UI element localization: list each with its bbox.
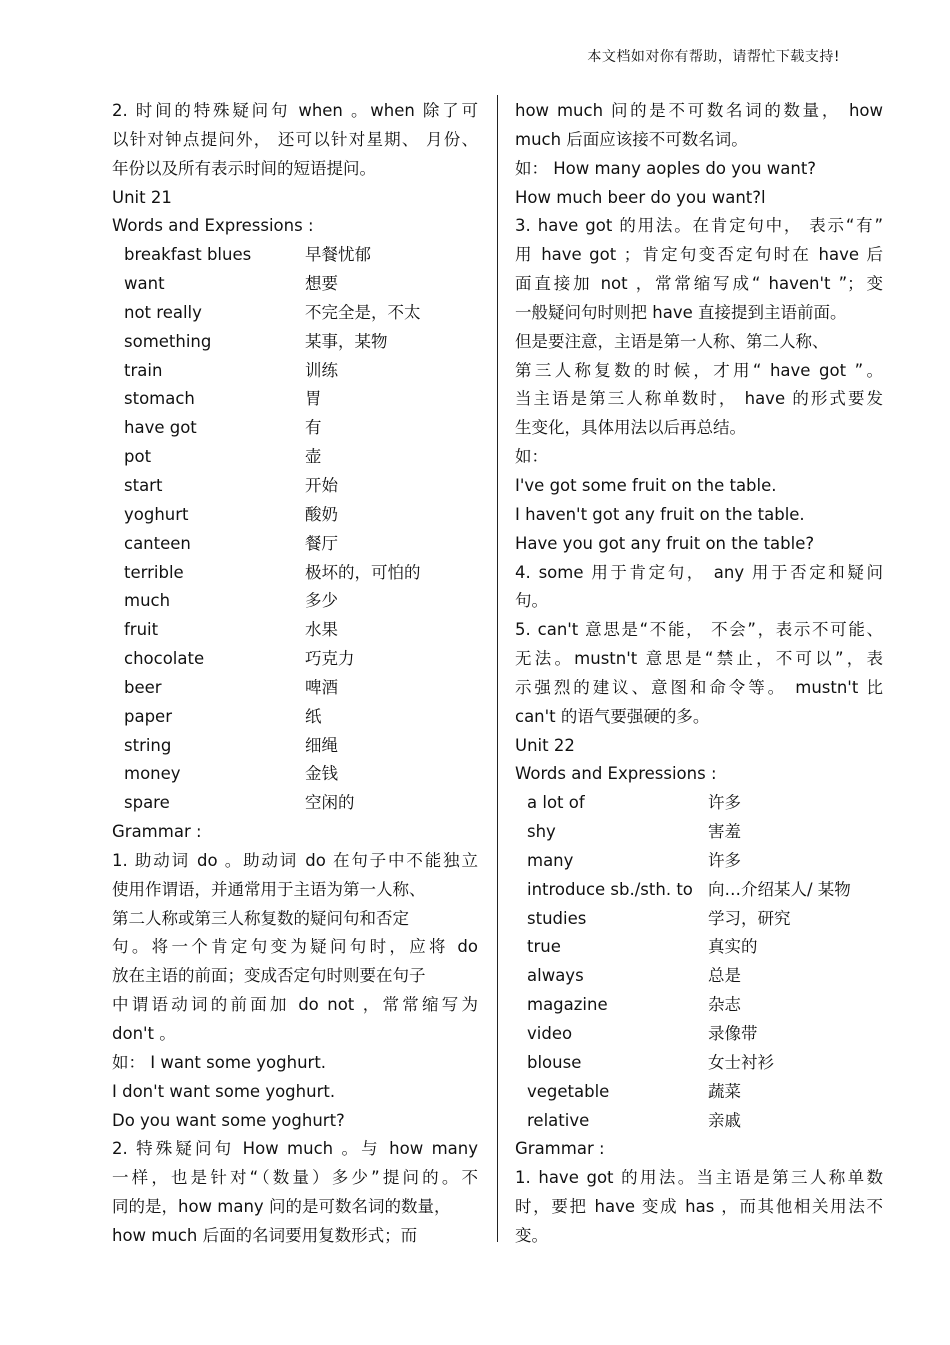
text-line: 句。 — [515, 591, 548, 611]
word-row — [112, 732, 478, 761]
word-row — [515, 962, 883, 991]
word-en: terrible — [124, 562, 184, 582]
word-en: studies — [527, 908, 587, 928]
example-sentence: Do you want some yoghurt? — [112, 1110, 345, 1130]
word-en: stomach — [124, 389, 195, 409]
text-line: 无法。mustn't 意思是“禁止，不可以”，表 — [515, 649, 883, 669]
grammar-line: how much 后面的名词要用复数形式；而 — [112, 1225, 418, 1245]
grammar-line: 句。将一个肯定句变为疑问句时，应将 do — [112, 937, 478, 957]
example-sentence: I don't want some yoghurt. — [112, 1081, 336, 1101]
word-en: video — [527, 1024, 573, 1043]
word-en: want — [124, 274, 165, 294]
grammar-line: 一样，也是针对“（数量）多少”提问的。不 — [112, 1168, 478, 1188]
word-en: have got — [124, 418, 197, 438]
word-en: beer — [124, 677, 162, 697]
text-line: 5. can't 意思是“不能， 不会”，表示不可能、 — [515, 620, 883, 640]
grammar-line: 同的是，how many 问的是可数名词的数量， — [112, 1197, 451, 1217]
word-en: paper — [124, 706, 172, 726]
word-zh: 空闲的 — [305, 793, 355, 813]
word-zh: 极坏的，可怕的 — [305, 562, 421, 582]
word-en: chocolate — [124, 649, 205, 669]
unit-title: Unit 22 — [515, 735, 575, 755]
word-zh: 某事，某物 — [305, 331, 388, 351]
grammar-line: 1. have got 的用法。当主语是第三人称单数 — [515, 1168, 883, 1188]
word-row — [515, 905, 883, 934]
word-en: vegetable — [527, 1081, 610, 1101]
word-row — [112, 299, 478, 328]
word-en: a lot of — [527, 793, 585, 813]
word-zh: 开始 — [305, 475, 338, 495]
word-en: much — [124, 591, 171, 611]
example-sentence: Have you got any fruit on the table? — [515, 533, 815, 553]
grammar-heading: Grammar : — [112, 822, 202, 842]
word-en: spare — [124, 793, 170, 813]
word-zh: 有 — [305, 418, 322, 438]
intro-line: 以针对钟点提问外， 还可以针对星期、 月份、 — [112, 129, 478, 149]
word-zh: 向…介绍某人/ 某物 — [708, 879, 851, 899]
text-line: how much 问的是不可数名词的数量， how — [515, 101, 883, 120]
text-line: 第三人称复数的时候，才用“ have got ”。 — [515, 360, 883, 380]
word-zh: 害羞 — [708, 822, 741, 842]
word-row — [112, 530, 478, 559]
word-en: breakfast blues — [124, 245, 252, 265]
word-zh: 录像带 — [708, 1024, 758, 1043]
word-en: magazine — [527, 995, 608, 1015]
words-heading: Words and Expressions : — [515, 764, 717, 784]
word-zh: 巧克力 — [305, 649, 355, 669]
text-line: much 后面应该接不可数名词。 — [515, 129, 748, 149]
word-zh: 早餐忧郁 — [305, 245, 371, 265]
word-zh: 胃 — [305, 389, 322, 409]
text-line: 当主语是第三人称单数时， have 的形式要发 — [515, 389, 883, 409]
word-en: canteen — [124, 533, 191, 553]
word-list — [515, 789, 883, 1135]
word-zh: 不完全是，不太 — [305, 302, 421, 322]
grammar-line: 放在主语的前面；变成否定句时则要在句子 — [112, 966, 426, 986]
text-line: 3. have got 的用法。在肯定句中， 表示“有” — [515, 216, 883, 236]
left-column — [112, 97, 478, 1251]
word-zh: 亲戚 — [708, 1110, 741, 1130]
intro-line: 2. 时间的特殊疑问句 when 。when 除了可 — [112, 101, 478, 120]
text-line: 一般疑问句时则把 have 直接提到主语前面。 — [515, 302, 847, 322]
word-en: relative — [527, 1110, 590, 1130]
grammar-line: 使用作谓语，并通常用于主语为第一人称、 — [112, 879, 426, 899]
grammar-line: 第二人称或第三人称复数的疑问句和否定 — [112, 908, 409, 928]
word-row — [515, 1020, 883, 1049]
word-row — [112, 501, 478, 530]
unit-title: Unit 21 — [112, 187, 172, 207]
word-zh: 多少 — [305, 591, 338, 611]
example-sentence: 如： I want some yoghurt. — [112, 1052, 327, 1072]
word-row — [112, 587, 478, 616]
text-line: 但是要注意，主语是第一人称、第二人称、 — [515, 331, 829, 351]
word-zh: 总是 — [708, 966, 741, 986]
grammar-heading: Grammar : — [515, 1139, 605, 1159]
grammar-line: 时，要把 have 变成 has ，而其他相关用法不 — [515, 1197, 883, 1217]
text-line: 示强烈的建议、意图和命令等。 mustn't 比 — [515, 677, 883, 697]
word-row — [515, 1078, 883, 1107]
grammar-line: don't 。 — [112, 1024, 176, 1043]
text-line: 如： — [515, 447, 548, 467]
word-row — [112, 328, 478, 357]
text-line: 用 have got ；肯定句变否定句时在 have 后 — [515, 245, 883, 265]
text-line: can't 的语气要强硬的多。 — [515, 706, 710, 726]
word-en: blouse — [527, 1052, 582, 1072]
word-zh: 许多 — [708, 850, 741, 870]
word-en: yoghurt — [124, 504, 189, 524]
word-row — [515, 818, 883, 847]
word-row — [112, 674, 478, 703]
word-zh: 壶 — [305, 447, 322, 467]
word-row — [112, 443, 478, 472]
word-zh: 想要 — [305, 274, 338, 294]
word-en: pot — [124, 447, 152, 467]
word-row — [112, 559, 478, 588]
word-en: introduce sb./sth. to — [527, 879, 693, 899]
word-list — [112, 241, 478, 818]
word-row — [112, 385, 478, 414]
word-row — [112, 703, 478, 732]
word-en: money — [124, 764, 181, 784]
word-zh: 许多 — [708, 793, 741, 813]
example-sentence: 如： How many aoples do you want? — [515, 158, 817, 178]
word-row — [515, 991, 883, 1020]
example-sentence: How much beer do you want?l — [515, 187, 766, 207]
word-row — [515, 847, 883, 876]
word-en: always — [527, 966, 584, 986]
word-en: something — [124, 331, 212, 351]
word-zh: 啤酒 — [305, 677, 338, 697]
words-heading: Words and Expressions : — [112, 216, 314, 236]
grammar-line: 变。 — [515, 1225, 548, 1245]
intro-line: 年份以及所有表示时间的短语提问。 — [112, 158, 376, 178]
word-zh: 细绳 — [305, 735, 338, 755]
example-sentence: I haven't got any fruit on the table. — [515, 504, 805, 524]
word-row — [112, 645, 478, 674]
word-zh: 酸奶 — [305, 504, 338, 524]
word-row — [515, 1049, 883, 1078]
word-en: many — [527, 850, 574, 870]
word-row — [515, 1107, 883, 1136]
word-zh: 训练 — [305, 360, 338, 380]
word-row — [112, 760, 478, 789]
word-zh: 餐厅 — [305, 533, 338, 553]
header-note: 本文档如对你有帮助，请帮忙下载支持! — [587, 49, 840, 65]
word-row — [112, 616, 478, 645]
grammar-line: 2. 特殊疑问句 How much 。与 how many — [112, 1139, 478, 1159]
word-row — [112, 270, 478, 299]
word-en: true — [527, 937, 561, 957]
word-zh: 杂志 — [708, 995, 741, 1015]
word-row — [112, 789, 478, 818]
word-row — [112, 472, 478, 501]
word-zh: 学习，研究 — [708, 908, 791, 928]
grammar-line: 1. 助动词 do 。助动词 do 在句子中不能独立 — [112, 850, 478, 870]
word-en: train — [124, 360, 163, 380]
text-line: 面直接加 not ，常常缩写成“ haven't ”；变 — [515, 274, 883, 294]
word-row — [515, 933, 883, 962]
word-zh: 金钱 — [305, 764, 338, 784]
word-en: not really — [124, 302, 202, 322]
grammar-line: 中谓语动词的前面加 do not ，常常缩写为 — [112, 995, 478, 1015]
word-zh: 纸 — [305, 706, 322, 726]
word-zh: 女士衬衫 — [708, 1052, 774, 1072]
word-en: start — [124, 475, 163, 495]
text-line: 4. some 用于肯定句， any 用于否定和疑问 — [515, 562, 883, 582]
word-zh: 水果 — [305, 620, 338, 640]
text-line: 生变化，具体用法以后再总结。 — [515, 418, 746, 438]
word-zh: 真实的 — [708, 937, 758, 957]
word-row — [515, 876, 883, 905]
column-divider — [497, 95, 498, 1242]
right-column — [515, 97, 883, 1251]
word-en: shy — [527, 822, 556, 842]
example-sentence: I've got some fruit on the table. — [515, 475, 777, 495]
word-row — [112, 357, 478, 386]
word-row — [515, 789, 883, 818]
word-row — [112, 414, 478, 443]
word-row — [112, 241, 478, 270]
word-zh: 蔬菜 — [708, 1081, 741, 1101]
word-en: string — [124, 735, 172, 755]
word-en: fruit — [124, 620, 159, 640]
